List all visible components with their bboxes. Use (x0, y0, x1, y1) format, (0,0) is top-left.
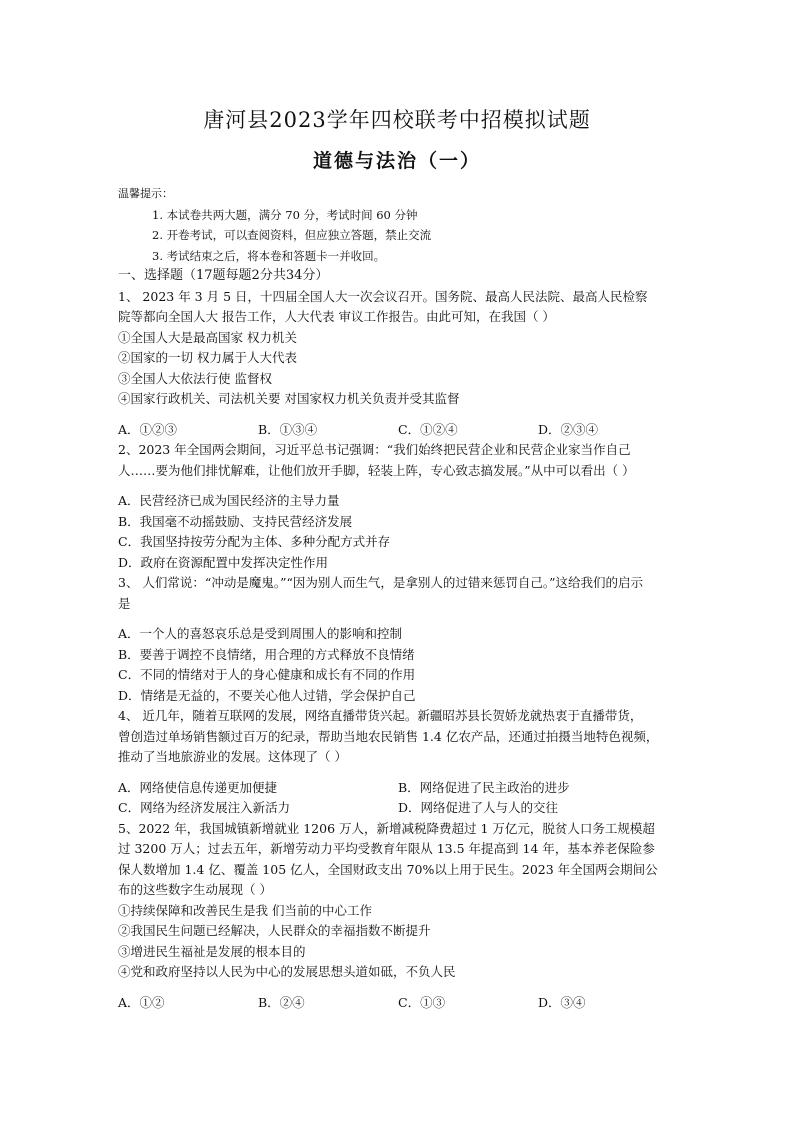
options-row (118, 420, 678, 441)
statement: ①持续保障和改善民生是我 们当前的中心工作 (118, 902, 372, 918)
option-b: B．要善于调控不良情绪，用合理的方式释放不良情绪 (118, 646, 415, 662)
question-text: 是 (118, 595, 131, 611)
question-text: 曾创造过单场销售额过百万的纪录，帮助当地农民销售 1.4 亿农产品，还通过拍摄当地特色视频， (118, 728, 659, 744)
tip-item: 2. 开卷考试，可以查阅资料，但应独立答题，禁止交流 (152, 228, 432, 242)
option-d: D．政府在资源配置中发挥决定性作用 (118, 554, 329, 570)
question-text: 4、 近几年，随着互联网的发展，网络直播带货兴起。新疆昭苏县长贺娇龙就热衷于直播带货， (118, 708, 643, 723)
option-d: D．②③④ (538, 421, 599, 437)
option-b: B．我国毫不动摇鼓励、支持民营经济发展 (118, 513, 353, 529)
question-text: 人……要为他们排忧解难，让他们放开手脚，轻装上阵，专心致志搞发展。”从中可以看出（ ） (118, 462, 635, 478)
question-1 (118, 287, 678, 441)
option-c: C．①②④ (398, 421, 458, 437)
option-b: B．②④ (258, 994, 305, 1010)
option-c: C．①③ (398, 994, 446, 1010)
option-b: B．网络促进了民主政治的进步 (398, 779, 570, 795)
question-text: 过 3200 万人；过去五年，新增劳动力平均受教育年限从 13.5 年提高到 14 年，基本养老保险参 (118, 841, 655, 856)
options-row (118, 798, 678, 819)
options-row (118, 778, 678, 799)
question-text: 3、 人们常说：“冲动是魔鬼。”“因为别人而生气，是拿别人的过错来惩罚自己。”这给我们的启示 (118, 575, 643, 590)
question-text: 5、2022 年，我国城镇新增就业 1206 万人，新增减税降费超过 1 万亿元，脱贫人口务工规模超 (118, 820, 655, 836)
option-a: A．①② (118, 994, 165, 1010)
exam-content (118, 184, 678, 1013)
option-a: A．民营经济已成为国民经济的主导力量 (118, 493, 340, 508)
option-d: D．网络促进了人与人的交往 (398, 800, 559, 815)
exam-subtitle: 道德与法治（一） (312, 150, 481, 172)
question-4 (118, 706, 678, 819)
question-text: 2、2023 年全国两会期间，习近平总书记强调：“我们始终把民营企业和民营企业家当作自己 (118, 442, 631, 457)
question-text: 布的这些数字生动展现（ ） (118, 882, 272, 897)
option-a: A．①②③ (118, 421, 178, 437)
option-b: B．①③④ (258, 421, 318, 437)
statement: ②我国民生问题已经解决，人民群众的幸福指数不断提升 (118, 923, 431, 938)
option-c: C．不同的情绪对于人的身心健康和成长有不同的作用 (118, 667, 416, 682)
question-5 (118, 819, 678, 1014)
tip-item: 3. 考试结束之后，将本卷和答题卡一并收回。 (152, 248, 386, 263)
question-text: 推动了当地旅游业的发展。这体现了（ ） (118, 749, 347, 764)
question-text: 院等都向全国人大 报告工作，人大代表 审议工作报告。由此可知，在我国（ ） (118, 309, 555, 324)
option-a: A．网络使信息传递更加便捷 (118, 779, 278, 795)
option-c: C．网络为经济发展注入新活力 (118, 800, 291, 815)
options-row (118, 993, 678, 1014)
question-text: 1、 2023 年 3 月 5 日，十四届全国人大一次会议召开。国务院、最高人民法院、最高人民检察 (118, 288, 648, 304)
question-3 (118, 573, 678, 706)
question-2 (118, 440, 678, 573)
statement: ②国家的一切 权力属于人大代表 (118, 350, 297, 365)
option-d: D．情绪是无益的，不要关心他人过错，学会保护自己 (118, 687, 416, 703)
question-text: 保人数增加 1.4 亿、覆盖 105 亿人，全国财政支出 70%以上用于民生。2023 年全国两会期间公 (118, 861, 658, 877)
statement: ④国家行政机关、司法机关要 对国家权力机关负责并受其监督 (118, 391, 460, 406)
option-a: A．一个人的喜怒哀乐总是受到周围人的影响和控制 (118, 626, 403, 641)
option-d: D．③④ (538, 994, 586, 1010)
option-c: C．我国坚持按劳分配为主体、多种分配方式并存 (118, 534, 391, 549)
tip-item: 1. 本试卷共两大题，满分 70 分，考试时间 60 分钟 (152, 207, 418, 222)
statement: ①全国人大是最高国家 权力机关 (118, 329, 297, 345)
tips-heading: 温馨提示： (118, 187, 173, 200)
section-heading: 一、选择题（17题每题2分共34分） (118, 268, 329, 283)
exam-title: 唐河县2023学年四校联考中招模拟试题 (203, 108, 591, 132)
statement: ③增进民生福祉是发展的根本目的 (118, 943, 306, 959)
statement: ④党和政府坚持以人民为中心的发展思想头道如砥，不负人民 (118, 964, 456, 979)
statement: ③全国人大依法行使 监督权 (118, 370, 272, 386)
